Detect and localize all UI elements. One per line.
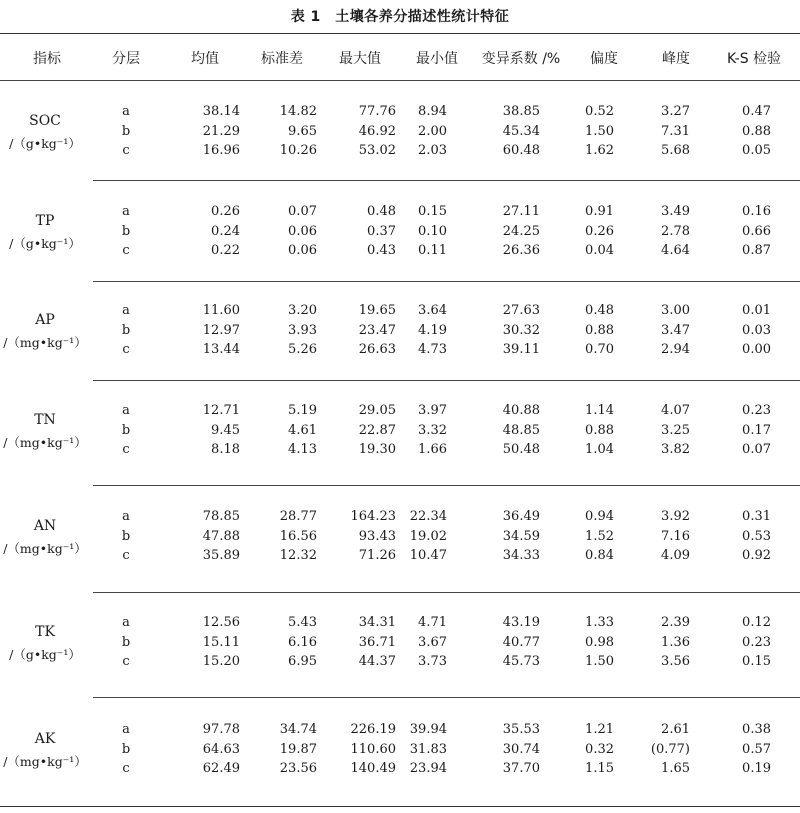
- value-cell: 0.66: [742, 223, 771, 239]
- value-cell: 71.26: [358, 548, 396, 563]
- value-cell: 46.92: [358, 123, 396, 139]
- value-cell: 36.71: [358, 634, 396, 650]
- value-cell: 0.04: [585, 243, 614, 258]
- value-cell: 16.96: [202, 143, 240, 158]
- value-cell: 0.06: [288, 223, 317, 239]
- table-rule: [0, 80, 800, 81]
- value-cell: 60.48: [502, 143, 540, 158]
- value-cell: 0.26: [211, 204, 240, 219]
- layer-cell: c: [122, 654, 130, 669]
- value-cell: 15.11: [202, 634, 240, 650]
- table-rule: [0, 33, 800, 34]
- value-cell: 4.61: [288, 422, 317, 438]
- value-cell: 0.87: [742, 243, 771, 258]
- value-cell: 29.05: [358, 403, 396, 418]
- table-rule: [93, 281, 800, 282]
- value-cell: 3.73: [418, 654, 447, 669]
- header-cell: 峰度: [662, 51, 690, 67]
- value-cell: 30.74: [502, 741, 540, 757]
- value-cell: 0.37: [367, 223, 396, 239]
- indicator-unit: /（g•kg⁻¹）: [9, 136, 81, 151]
- value-cell: 64.63: [202, 741, 240, 757]
- layer-cell: b: [121, 123, 131, 139]
- value-cell: 0.53: [742, 528, 771, 544]
- value-cell: 28.77: [279, 509, 317, 524]
- value-cell: 0.84: [585, 548, 614, 563]
- value-cell: 0.88: [742, 123, 771, 139]
- value-cell: 0.11: [418, 243, 447, 258]
- value-cell: 45.34: [502, 123, 540, 139]
- value-cell: 0.07: [742, 442, 771, 457]
- value-cell: 22.87: [358, 422, 396, 438]
- value-cell: 10.26: [279, 143, 317, 158]
- indicator-name: AN: [33, 518, 57, 534]
- value-cell: 0.23: [742, 403, 771, 418]
- value-cell: 0.06: [288, 243, 317, 258]
- layer-cell: b: [121, 528, 131, 544]
- value-cell: 1.15: [585, 761, 614, 776]
- value-cell: 0.43: [367, 243, 396, 258]
- layer-cell: a: [122, 509, 130, 524]
- value-cell: 1.50: [585, 123, 614, 139]
- value-cell: 30.32: [502, 322, 540, 338]
- value-cell: 22.34: [409, 509, 447, 524]
- indicator-unit: /（mg•kg⁻¹）: [3, 754, 87, 769]
- value-cell: 1.50: [585, 654, 614, 669]
- value-cell: 21.29: [202, 123, 240, 139]
- value-cell: 14.82: [279, 104, 317, 119]
- indicator-name: TP: [35, 213, 55, 229]
- value-cell: 8.18: [211, 442, 240, 457]
- value-cell: 23.56: [279, 761, 317, 776]
- value-cell: 0.31: [742, 509, 771, 524]
- value-cell: 140.49: [350, 761, 396, 776]
- layer-cell: b: [121, 741, 131, 757]
- value-cell: 0.98: [585, 634, 614, 650]
- value-cell: 3.32: [418, 422, 447, 438]
- value-cell: 11.60: [202, 303, 240, 318]
- value-cell: 7.31: [661, 123, 690, 139]
- value-cell: 0.16: [742, 204, 771, 219]
- value-cell: 226.19: [350, 722, 396, 737]
- value-cell: 0.38: [742, 722, 771, 737]
- value-cell: 19.87: [279, 741, 317, 757]
- value-cell: 4.09: [661, 548, 690, 563]
- layer-cell: a: [122, 104, 130, 119]
- value-cell: 6.16: [288, 634, 317, 650]
- value-cell: 34.74: [279, 722, 317, 737]
- value-cell: 23.94: [409, 761, 447, 776]
- indicator-unit: /（mg•kg⁻¹）: [3, 541, 87, 556]
- value-cell: 0.24: [211, 223, 240, 239]
- value-cell: 1.62: [585, 143, 614, 158]
- value-cell: 93.43: [358, 528, 396, 544]
- value-cell: 19.30: [358, 442, 396, 457]
- value-cell: 0.88: [585, 422, 614, 438]
- value-cell: 4.07: [661, 403, 690, 418]
- indicator-name: TN: [34, 412, 56, 428]
- value-cell: 50.48: [502, 442, 540, 457]
- value-cell: 19.02: [409, 528, 447, 544]
- value-cell: 0.57: [742, 741, 771, 757]
- value-cell: 36.49: [502, 509, 540, 524]
- value-cell: 39.11: [502, 342, 540, 357]
- value-cell: 1.21: [585, 722, 614, 737]
- value-cell: 8.94: [418, 104, 447, 119]
- layer-cell: a: [122, 204, 130, 219]
- value-cell: 4.19: [418, 322, 447, 338]
- value-cell: 164.23: [350, 509, 396, 524]
- value-cell: 0.03: [742, 322, 771, 338]
- header-cell: 指标: [33, 51, 61, 67]
- value-cell: 13.44: [202, 342, 240, 357]
- value-cell: 0.00: [742, 342, 771, 357]
- value-cell: 0.88: [585, 322, 614, 338]
- value-cell: 43.19: [502, 615, 540, 630]
- value-cell: 23.47: [358, 322, 396, 338]
- table-rule: [0, 806, 800, 807]
- value-cell: 34.33: [502, 548, 540, 563]
- value-cell: 0.92: [742, 548, 771, 563]
- value-cell: 3.67: [418, 634, 447, 650]
- value-cell: 5.26: [288, 342, 317, 357]
- header-cell: 变异系数 /%: [481, 51, 561, 67]
- value-cell: 9.45: [211, 422, 240, 438]
- value-cell: 0.70: [585, 342, 614, 357]
- value-cell: 0.23: [742, 634, 771, 650]
- value-cell: 5.68: [661, 143, 690, 158]
- value-cell: 3.82: [661, 442, 690, 457]
- value-cell: 6.95: [288, 654, 317, 669]
- layer-cell: a: [122, 303, 130, 318]
- value-cell: 12.56: [202, 615, 240, 630]
- indicator-name: AK: [34, 731, 56, 747]
- layer-cell: c: [122, 243, 130, 258]
- value-cell: 27.11: [502, 204, 540, 219]
- value-cell: 1.33: [585, 615, 614, 630]
- table-rule: [93, 697, 800, 698]
- value-cell: 0.19: [742, 761, 771, 776]
- indicator-unit: /（g•kg⁻¹）: [9, 236, 81, 251]
- layer-cell: b: [121, 223, 131, 239]
- value-cell: 3.56: [661, 654, 690, 669]
- value-cell: 3.64: [418, 303, 447, 318]
- indicator-unit: /（mg•kg⁻¹）: [3, 435, 87, 450]
- header-cell: 偏度: [590, 51, 618, 67]
- value-cell: 0.17: [742, 422, 771, 438]
- value-cell: 39.94: [409, 722, 447, 737]
- header-cell: 分层: [112, 51, 140, 67]
- value-cell: 0.47: [742, 104, 771, 119]
- header-cell: 最大值: [339, 51, 381, 67]
- value-cell: 0.07: [288, 204, 317, 219]
- value-cell: 0.26: [585, 223, 614, 239]
- value-cell: 3.00: [661, 303, 690, 318]
- value-cell: 1.04: [585, 442, 614, 457]
- table-rule: [93, 485, 800, 486]
- indicator-unit: /（g•kg⁻¹）: [9, 647, 81, 662]
- value-cell: 24.25: [502, 223, 540, 239]
- header-cell: K-S 检验: [726, 51, 782, 67]
- value-cell: 4.64: [661, 243, 690, 258]
- header-cell: 标准差: [261, 51, 303, 67]
- layer-cell: c: [122, 143, 130, 158]
- value-cell: 62.49: [202, 761, 240, 776]
- value-cell: 1.36: [661, 634, 690, 650]
- value-cell: 47.88: [202, 528, 240, 544]
- value-cell: 3.49: [661, 204, 690, 219]
- value-cell: 3.47: [661, 322, 690, 338]
- value-cell: 40.88: [502, 403, 540, 418]
- value-cell: 31.83: [409, 741, 447, 757]
- value-cell: 12.97: [202, 322, 240, 338]
- value-cell: 0.48: [585, 303, 614, 318]
- value-cell: 10.47: [409, 548, 447, 563]
- value-cell: 0.94: [585, 509, 614, 524]
- table-rule: [93, 180, 800, 181]
- value-cell: 44.37: [358, 654, 396, 669]
- value-cell: 110.60: [350, 741, 396, 757]
- table-rule: [93, 592, 800, 593]
- value-cell: 1.66: [418, 442, 447, 457]
- value-cell: 0.12: [742, 615, 771, 630]
- value-cell: 16.56: [279, 528, 317, 544]
- value-cell: 45.73: [502, 654, 540, 669]
- value-cell: 0.22: [211, 243, 240, 258]
- value-cell: 0.32: [585, 741, 614, 757]
- layer-cell: a: [122, 615, 130, 630]
- layer-cell: a: [122, 403, 130, 418]
- value-cell: 27.63: [502, 303, 540, 318]
- value-cell: 1.14: [585, 403, 614, 418]
- value-cell: 4.73: [418, 342, 447, 357]
- value-cell: 0.48: [367, 204, 396, 219]
- value-cell: 34.31: [358, 615, 396, 630]
- value-cell: 0.52: [585, 104, 614, 119]
- value-cell: 34.59: [502, 528, 540, 544]
- indicator-name: SOC: [29, 113, 61, 129]
- layer-cell: c: [122, 761, 130, 776]
- value-cell: 77.76: [358, 104, 396, 119]
- value-cell: 2.03: [418, 143, 447, 158]
- value-cell: 15.20: [202, 654, 240, 669]
- value-cell: 26.36: [502, 243, 540, 258]
- value-cell: 19.65: [358, 303, 396, 318]
- value-cell: 2.78: [661, 223, 690, 239]
- table-title: 表 1 土壤各养分描述性统计特征: [290, 9, 510, 25]
- value-cell: 0.05: [742, 143, 771, 158]
- value-cell: 40.77: [502, 634, 540, 650]
- value-cell: 35.53: [502, 722, 540, 737]
- header-cell: 均值: [191, 51, 219, 67]
- layer-cell: c: [122, 342, 130, 357]
- value-cell: 4.13: [288, 442, 317, 457]
- value-cell: 5.43: [288, 615, 317, 630]
- value-cell: 5.19: [288, 403, 317, 418]
- indicator-name: TK: [35, 624, 55, 640]
- indicator-name: AP: [35, 312, 55, 328]
- table-rule: [93, 380, 800, 381]
- value-cell: 38.14: [202, 104, 240, 119]
- value-cell: 53.02: [358, 143, 396, 158]
- value-cell: 12.71: [202, 403, 240, 418]
- value-cell: 78.85: [202, 509, 240, 524]
- value-cell: 3.97: [418, 403, 447, 418]
- value-cell: 2.39: [661, 615, 690, 630]
- value-cell: 7.16: [661, 528, 690, 544]
- value-cell: 9.65: [288, 123, 317, 139]
- value-cell: 3.20: [288, 303, 317, 318]
- value-cell: 26.63: [358, 342, 396, 357]
- value-cell: 4.71: [418, 615, 447, 630]
- value-cell: 12.32: [279, 548, 317, 563]
- value-cell: 2.00: [418, 123, 447, 139]
- layer-cell: b: [121, 634, 131, 650]
- value-cell: 0.91: [585, 204, 614, 219]
- value-cell: 97.78: [202, 722, 240, 737]
- layer-cell: c: [122, 442, 130, 457]
- value-cell: 1.65: [661, 761, 690, 776]
- value-cell: 3.25: [661, 422, 690, 438]
- layer-cell: c: [122, 548, 130, 563]
- header-cell: 最小值: [416, 51, 458, 67]
- layer-cell: b: [121, 322, 131, 338]
- value-cell: 35.89: [202, 548, 240, 563]
- value-cell: 3.92: [661, 509, 690, 524]
- value-cell: 0.15: [742, 654, 771, 669]
- value-cell: (0.77): [650, 741, 690, 757]
- value-cell: 1.52: [585, 528, 614, 544]
- value-cell: 0.10: [418, 223, 447, 239]
- value-cell: 3.27: [661, 104, 690, 119]
- value-cell: 0.15: [418, 204, 447, 219]
- indicator-unit: /（mg•kg⁻¹）: [3, 335, 87, 350]
- value-cell: 2.61: [661, 722, 690, 737]
- value-cell: 2.94: [661, 342, 690, 357]
- layer-cell: a: [122, 722, 130, 737]
- value-cell: 48.85: [502, 422, 540, 438]
- value-cell: 37.70: [502, 761, 540, 776]
- value-cell: 3.93: [288, 322, 317, 338]
- value-cell: 38.85: [502, 104, 540, 119]
- layer-cell: b: [121, 422, 131, 438]
- value-cell: 0.01: [742, 303, 771, 318]
